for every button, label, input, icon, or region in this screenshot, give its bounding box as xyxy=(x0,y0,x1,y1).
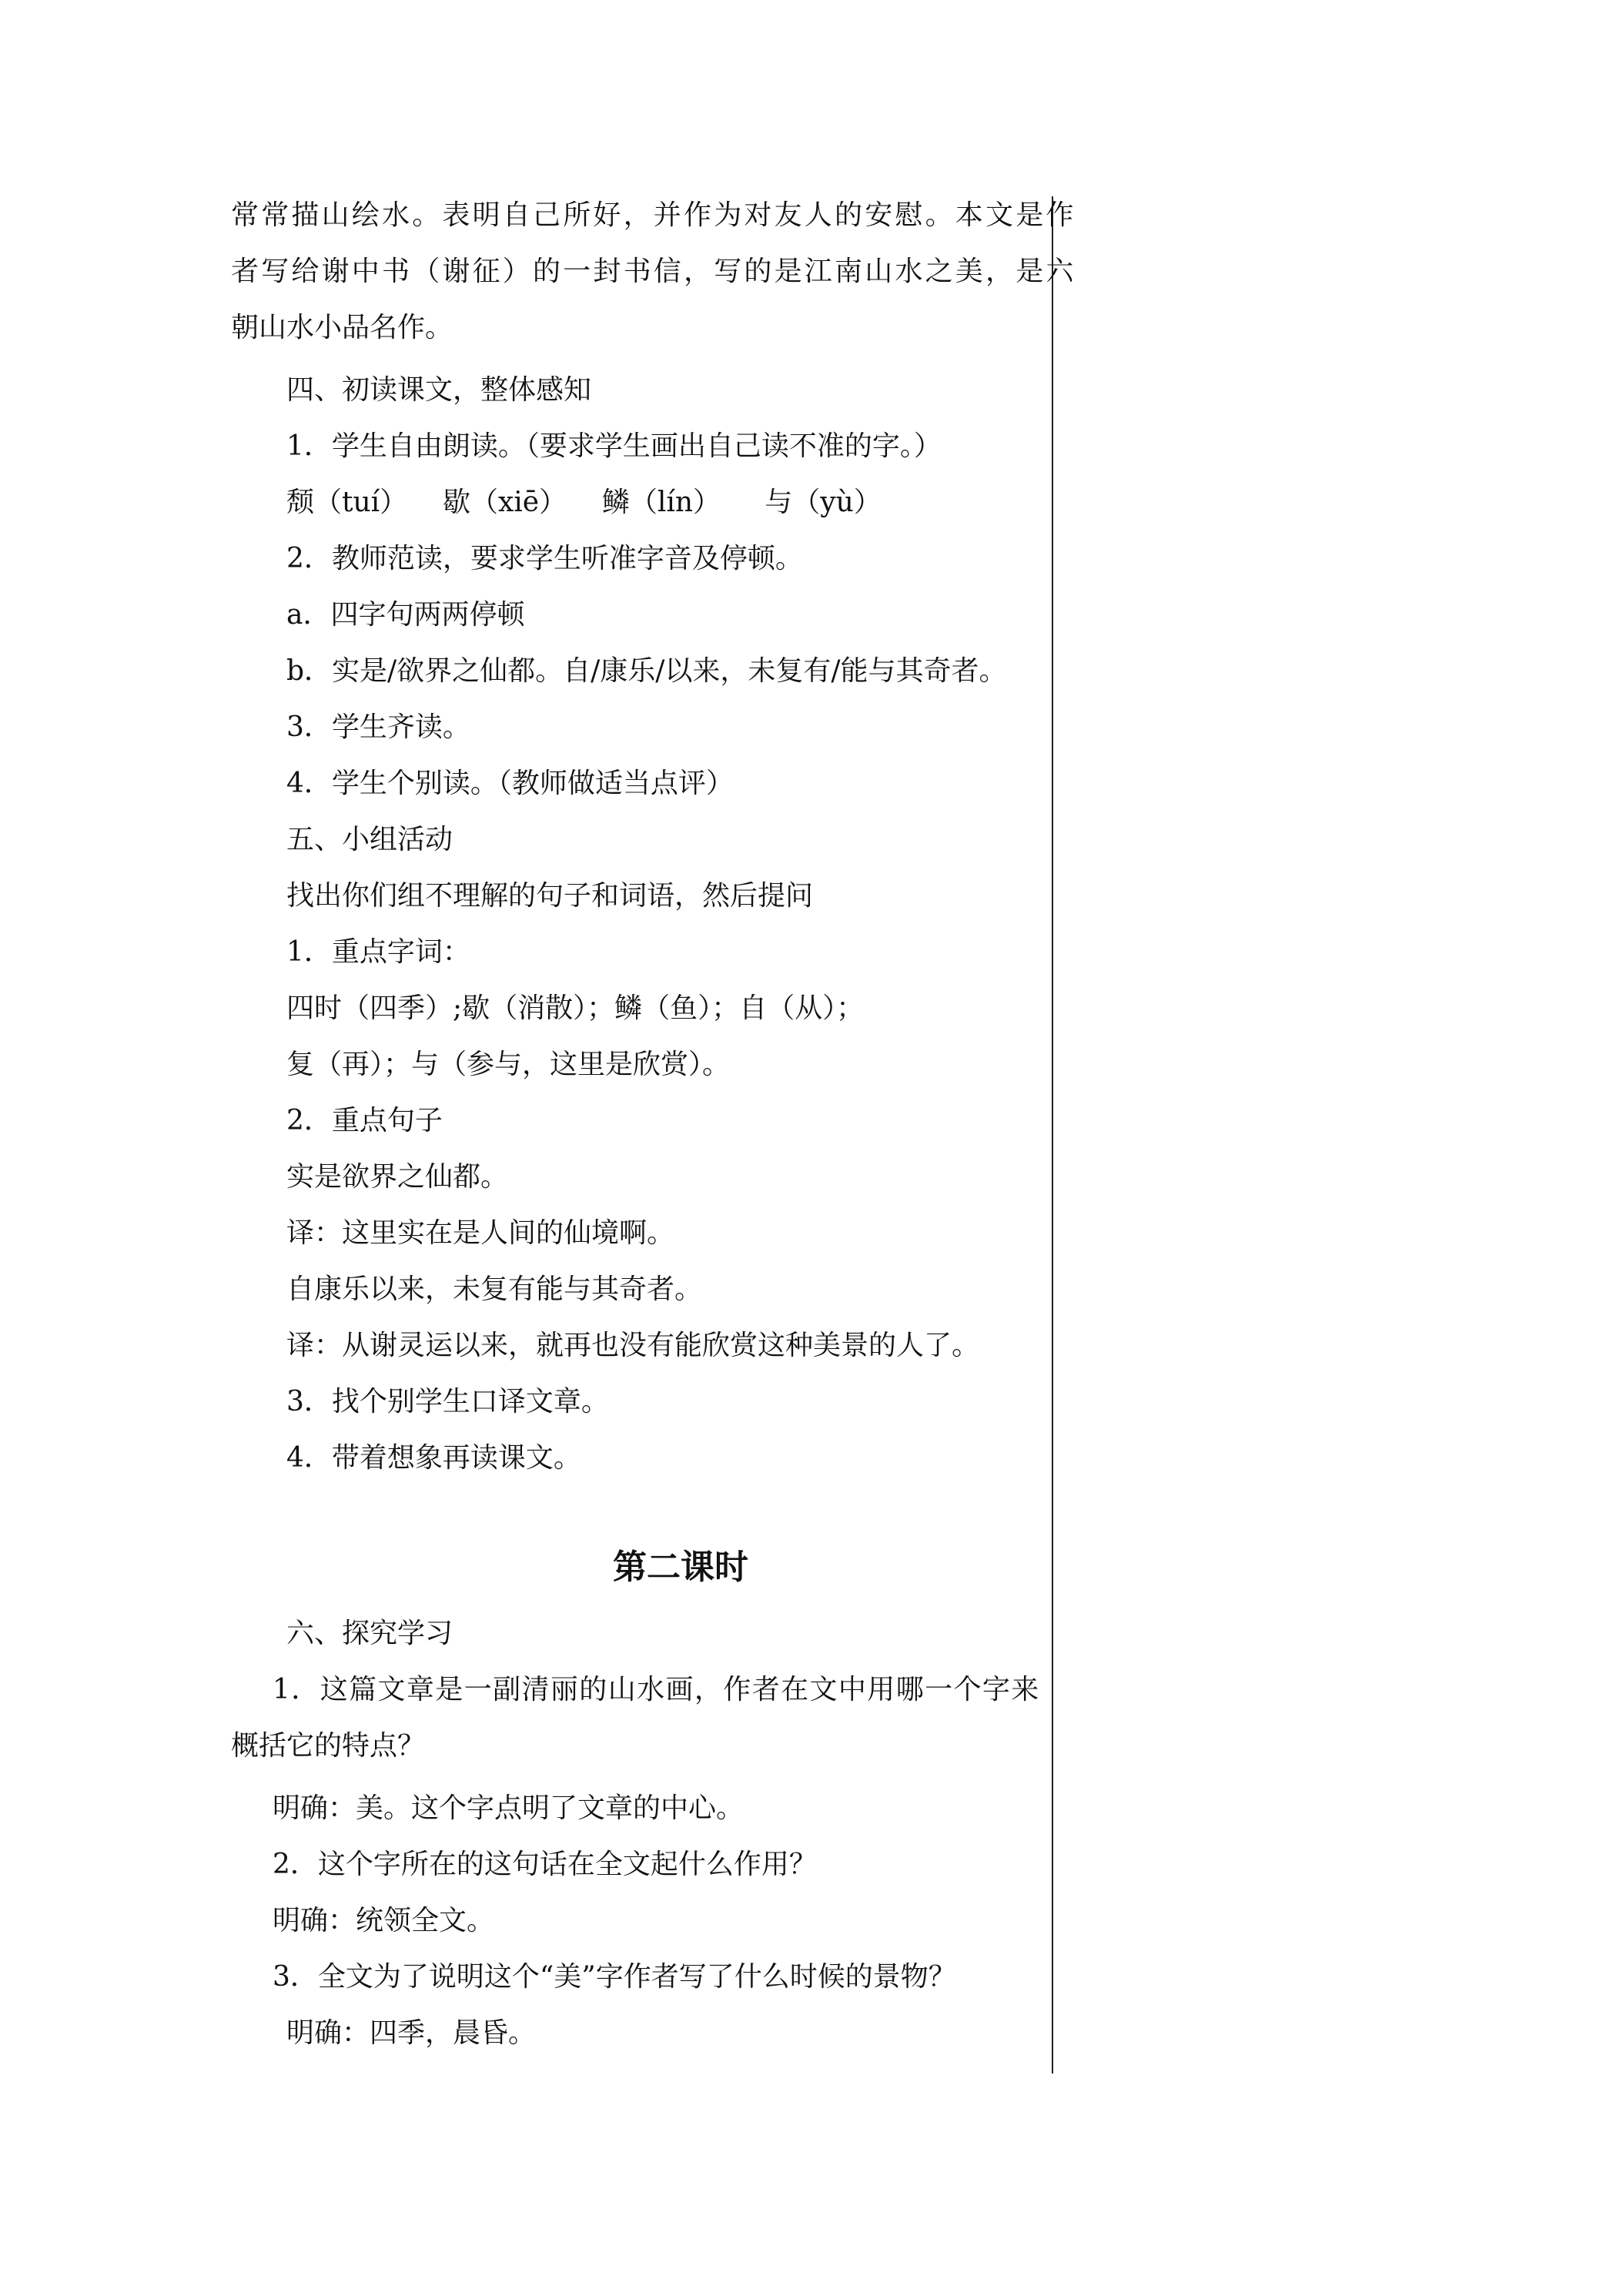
text-line: 复（再）；与（参与，这里是欣赏）。 xyxy=(286,1049,731,1080)
text-line: 4．学生个别读。（教师做适当点评） xyxy=(286,768,734,799)
margin-rule xyxy=(1052,196,1053,2073)
text-line: 找出你们组不理解的句子和词语，然后提问 xyxy=(286,880,814,912)
pinyin-line: 颓（tuí） 歇（xiē） 鳞（lín） 与（yù） xyxy=(286,487,882,518)
section-title: 第二课时 xyxy=(613,1548,748,1587)
text-line: 2．这个字所在的这句话在全文起什么作用？ xyxy=(273,1849,817,1880)
text-line: 概括它的特点？ xyxy=(231,1730,426,1762)
text-line: a．四字句两两停顿 xyxy=(286,599,525,631)
subsection-heading: 六、探究学习 xyxy=(286,1618,453,1649)
text-line: 者写给谢中书（谢征）的一封书信，写的是江南山水之美，是六 xyxy=(231,256,1076,287)
text-line: 译：这里实在是人间的仙境啊。 xyxy=(286,1217,675,1249)
text-line: 1．这篇文章是一副清丽的山水画，作者在文中用哪一个字来 xyxy=(273,1674,1040,1705)
text-line: 明确：美。这个字点明了文章的中心。 xyxy=(273,1792,745,1824)
text-line: 自康乐以来，未复有能与其奇者。 xyxy=(286,1274,703,1305)
text-line: 译：从谢灵运以来，就再也没有能欣赏这种美景的人了。 xyxy=(286,1330,980,1361)
text-line: b．实是/欲界之仙都。自/康乐/以来，未复有/能与其奇者。 xyxy=(286,655,1007,687)
text-line: 1．重点字词： xyxy=(286,936,470,968)
text-line: 1．学生自由朗读。（要求学生画出自己读不准的字。） xyxy=(286,430,942,462)
text-line: 四时（四季）;歇（消散）；鳞（鱼）；自（从）； xyxy=(286,992,865,1024)
text-line: 明确：统领全文。 xyxy=(273,1905,495,1936)
text-line: 明确：四季，晨昏。 xyxy=(286,2017,537,2049)
text-line: 2．教师范读，要求学生听准字音及停顿。 xyxy=(286,543,803,574)
text-line: 3．全文为了说明这个“美”字作者写了什么时候的景物？ xyxy=(273,1961,956,1993)
text-line: 朝山水小品名作。 xyxy=(231,312,453,343)
text-line: 3．学生齐读。 xyxy=(286,711,470,743)
text-line: 实是欲界之仙都。 xyxy=(286,1161,509,1193)
text-line: 2．重点句子 xyxy=(286,1105,443,1136)
text-line: 3．找个别学生口译文章。 xyxy=(286,1386,609,1417)
text-line: 4．带着想象再读课文。 xyxy=(286,1442,581,1474)
subsection-heading: 四、初读课文，整体感知 xyxy=(286,374,592,406)
text-line: 常常描山绘水。表明自己所好，并作为对友人的安慰。本文是作 xyxy=(231,199,1076,231)
subsection-heading: 五、小组活动 xyxy=(286,824,453,855)
